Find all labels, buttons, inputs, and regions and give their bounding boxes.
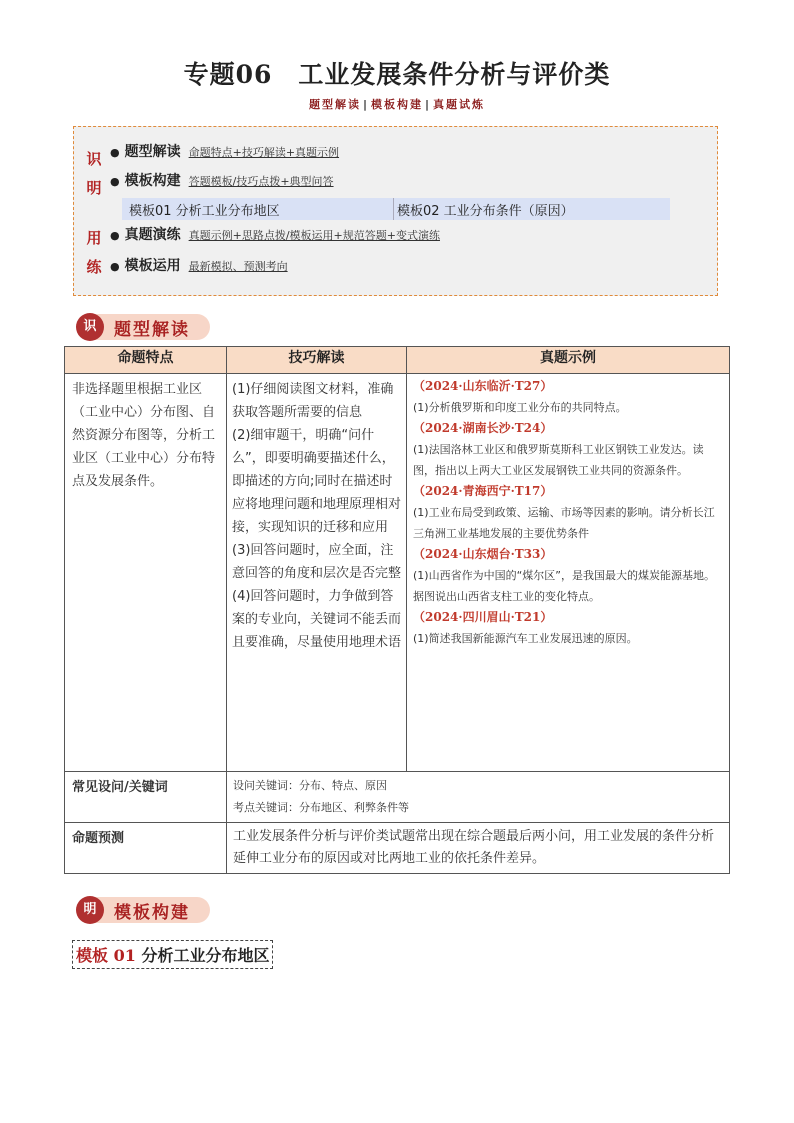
overview-item xyxy=(110,224,440,244)
skill-item: (2)细审题干，明确“问什么”，即要明确要描述什么，即描述的方向;同时在描述时应将地理问题和地理原理相对接，实现知识的迁移和应用 xyxy=(232,428,402,535)
section-header-interpretation xyxy=(76,312,216,342)
example-text: (1)简述我国新能源汽车工业发展迅速的原因。 xyxy=(413,632,638,645)
template-01-heading xyxy=(72,940,273,969)
template-number: 01 xyxy=(113,946,136,965)
bullet-icon: ● xyxy=(110,260,120,273)
keyword-line: 设问关键词：分布、特点、原因 xyxy=(233,779,387,792)
template-title: 分析工业分布地区 xyxy=(141,946,270,965)
overview-item xyxy=(110,255,288,275)
subtitle-item: 题型解读 xyxy=(308,98,361,111)
template-list xyxy=(122,198,670,220)
overview-item xyxy=(110,141,339,161)
template-link-01[interactable]: 模板01 分析工业分布地区 xyxy=(129,204,280,219)
subtitle-item: 真题试炼 xyxy=(433,98,486,111)
keyword-line: 考点关键词：分布地区、利弊条件等 xyxy=(233,801,409,814)
template-link-02[interactable]: 模板02 工业分布条件（原因） xyxy=(397,204,574,219)
bullet-icon: ● xyxy=(110,175,120,188)
bullet-icon: ● xyxy=(110,229,120,242)
section-title: 模板构建 xyxy=(114,903,190,923)
bullet-icon: ● xyxy=(110,146,120,159)
section-title: 题型解读 xyxy=(114,320,190,340)
overview-item-desc: 命题特点+技巧解读+真题示例 xyxy=(188,146,340,159)
example-text: (1)山西省作为中国的“煤尔区”，是我国最大的煤炭能源基地。据图说出山西省支柱工业的变化特点。 xyxy=(413,569,715,603)
subtitle-item: 模板构建 xyxy=(371,98,423,111)
side-char: 练 xyxy=(86,258,102,276)
example-text: (1)分析俄罗斯和印度工业分布的共同特点。 xyxy=(413,401,627,414)
prediction-cell: 工业发展条件分析与评价类试题常出现在综合题最后两小问，用工业发展的条件分析延伸工业分布的原因或对比两地工业的依托条件差异。 xyxy=(227,823,730,874)
template-prefix: 模板 xyxy=(76,946,109,965)
example-source: （2024·四川眉山·T21） xyxy=(413,610,553,624)
section-badge: 明 xyxy=(76,896,104,924)
examples-cell xyxy=(407,374,730,772)
section-badge: 识 xyxy=(76,313,104,341)
table-header: 命题特点 xyxy=(65,347,227,374)
overview-item-desc: 最新模拟、预测考向 xyxy=(188,260,288,273)
example-source: （2024·山东临沂·T27） xyxy=(413,379,553,393)
table-header: 真题示例 xyxy=(407,347,730,374)
skill-item: (3)回答问题时，应全面，注意回答的角度和层次是否完整 xyxy=(232,543,402,581)
overview-side-label xyxy=(84,145,104,282)
side-char: 用 xyxy=(86,229,102,247)
example-source: （2024·湖南长沙·T24） xyxy=(413,421,553,435)
prediction-label: 命题预测 xyxy=(65,823,227,874)
overview-item-desc: 真题示例+思路点拨/模板运用+规范答题+变式演练 xyxy=(188,229,440,242)
example-text: (1)工业布局受到政策、运输、市场等因素的影响。请分析长江三角洲工业基地发展的主要优势条件 xyxy=(413,506,715,540)
interpretation-table xyxy=(64,346,730,874)
side-char: 明 xyxy=(86,179,102,197)
features-cell: 非选择题里根据工业区（工业中心）分布图、自然资源分布图等，分析工业区（工业中心）分布特点及发展条件。 xyxy=(65,374,227,772)
example-text: (1)法国洛林工业区和俄罗斯莫斯科工业区钢铁工业发达。读图，指出以上两大工业区发展钢铁工业共同的资源条件。 xyxy=(413,443,704,477)
divider xyxy=(393,198,394,220)
keywords-cell xyxy=(227,772,730,823)
keywords-label: 常见设问/关键词 xyxy=(65,772,227,823)
example-source: （2024·青海西宁·T17） xyxy=(413,484,553,498)
skill-item: (1)仔细阅读图文材料，准确获取答题所需要的信息 xyxy=(232,382,394,420)
overview-item-label: 模板运用 xyxy=(124,258,181,274)
section-header-template xyxy=(76,895,216,925)
example-source: （2024·山东烟台·T33） xyxy=(413,547,553,561)
page-title: 专题06 工业发展条件分析与评价类 xyxy=(183,60,611,89)
overview-item-label: 模板构建 xyxy=(124,173,181,189)
side-char: 识 xyxy=(86,150,102,168)
subtitle: 题型解读 | 模板构建 | 真题试炼 xyxy=(308,98,486,111)
overview-item-label: 真题演练 xyxy=(124,227,181,243)
overview-item-desc: 答题模板/技巧点拨+典型问答 xyxy=(188,175,334,188)
skill-item: (4)回答问题时，力争做到答案的专业向，关键词不能丢而且要准确，尽量使用地理术语 xyxy=(232,589,402,650)
table-header: 技巧解读 xyxy=(227,347,407,374)
overview-item xyxy=(110,170,334,190)
overview-item-label: 题型解读 xyxy=(124,144,181,160)
skills-cell xyxy=(227,374,407,772)
